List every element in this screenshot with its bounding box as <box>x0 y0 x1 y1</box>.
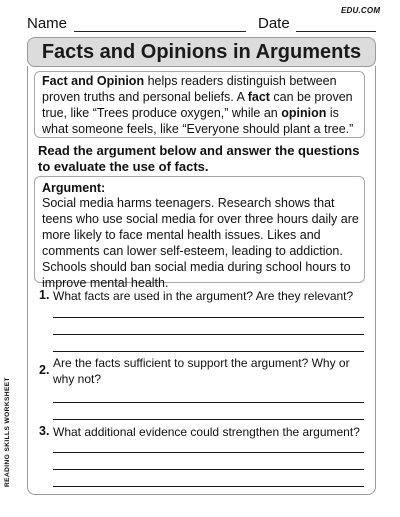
argument-heading: Argument: <box>42 181 106 195</box>
side-label: READING SKILLS WORKSHEET <box>4 377 11 487</box>
intro-part-3: is what someone feels, like “Everyone should plant a tree.” <box>42 106 354 136</box>
question-2-number: 2. <box>39 363 50 377</box>
answer-line-3c[interactable] <box>53 486 364 487</box>
question-1-text: What facts are used in the argument? Are they relevant? <box>53 289 354 303</box>
answer-line-3a[interactable] <box>53 452 364 453</box>
answer-line-1b[interactable] <box>53 334 364 335</box>
date-line[interactable] <box>296 31 376 32</box>
question-3-text: What additional evidence could strengthen the argument? <box>53 425 360 439</box>
instruction: Read the argument below and answer the questions to evaluate the use of facts. <box>38 143 360 174</box>
argument-text: Social media harms teenagers. Research shows that teens who use social media for over three hours daily are more likely to face mental health issues. Likes and comments can lower self-esteem, leading to addiction. Schools should ban social media during school hours to improve mental health. <box>42 196 359 290</box>
date-label: Date <box>258 15 290 32</box>
answer-line-1c[interactable] <box>53 351 364 352</box>
fact-word: fact <box>247 90 270 104</box>
term-heading: Fact and Opinion <box>42 74 145 88</box>
intro-text <box>42 73 360 137</box>
answer-line-1a[interactable] <box>53 317 364 318</box>
page-title: Facts and Opinions in Arguments <box>41 40 362 63</box>
brand-logo: EDU.COM <box>341 6 381 15</box>
name-line[interactable] <box>74 31 246 32</box>
intro-box <box>34 71 365 138</box>
opinion-word: opinion <box>281 106 327 120</box>
question-3-number: 3. <box>39 424 50 438</box>
name-label: Name <box>27 15 68 32</box>
answer-line-2a[interactable] <box>53 402 364 403</box>
argument-box <box>34 176 365 290</box>
intro-part-1: helps readers distinguish between proven truths and personal beliefs. A <box>42 74 337 104</box>
question-2-text: Are the facts sufficient to support the argument? Why or why not? <box>53 356 350 386</box>
answer-line-3b[interactable] <box>53 469 364 470</box>
intro-part-2: can be proven true, like “Trees produce oxygen,” while an <box>42 90 353 120</box>
question-1-number: 1. <box>39 288 50 302</box>
title-banner <box>27 37 376 67</box>
answer-line-2b[interactable] <box>53 419 364 420</box>
